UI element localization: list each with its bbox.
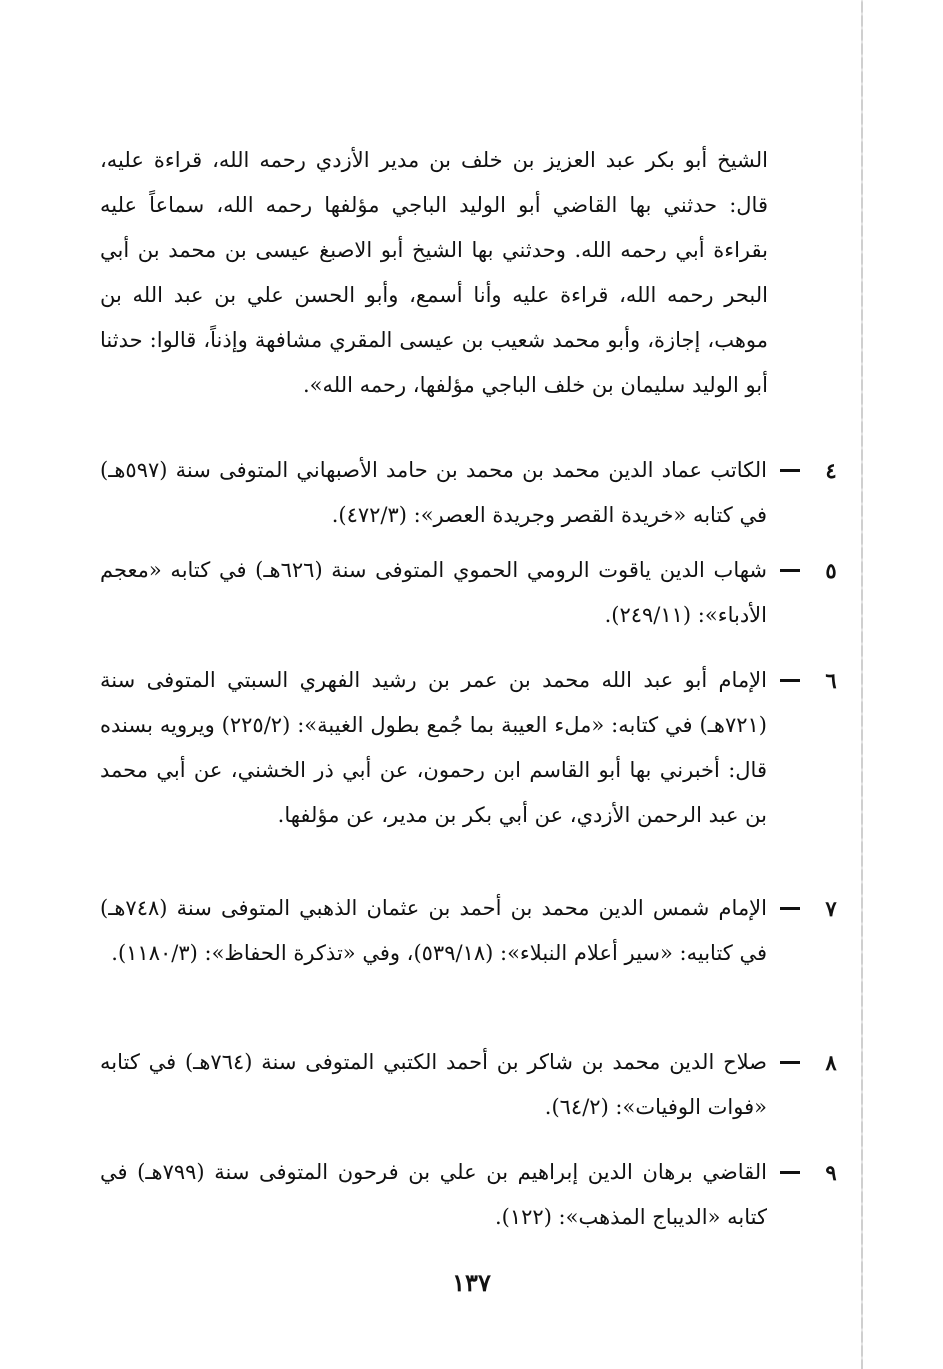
item-text: الإمام شمس الدين محمد بن أحمد بن عثمان الذهبي المتوفى سنة (٧٤٨هـ) في كتابيه: «سير أعلام النبلاء»: (٥٣٩/١٨)، وفي «تذكرة الحفاظ»: (١١٨٠/٣). [100,896,767,965]
item-text: شهاب الدين ياقوت الرومي الحموي المتوفى سنة (٦٢٦هـ) في كتابه «معجم الأدباء»: (٢٤٩/١١). [100,558,767,627]
item-number: ٦ [825,668,837,693]
item-dash [780,907,800,910]
item-dash [780,1171,800,1174]
item-text: الإمام أبو عبد الله محمد بن عمر بن رشيد الفهري السبتي المتوفى سنة (٧٢١هـ) في كتابه: «ملء العيبة بما جُمع بطول الغيبة»: (٢٢٥/٢) ويرويه بسنده قال: أخبرني بها أبو القاسم ابن رحمون، عن أبي ذر الخشني، عن أبي محمد بن عبد الرحمن الأزدي، عن أبي بكر بن مدير، عن مؤلفها. [100,668,767,827]
list-item [100,658,845,838]
item-text: صلاح الدين محمد بن شاكر بن أحمد الكتبي المتوفى سنة (٧٦٤هـ) في كتابه «فوات الوفيات»: (٦٤/٢). [100,1050,768,1119]
item-number: ٥ [825,558,837,583]
item-number: ٧ [825,896,837,921]
item-text: الكاتب عماد الدين محمد بن محمد بن حامد الأصبهاني المتوفى سنة (٥٩٧هـ) في كتابه «خريدة القصر وجريدة العصر»: (٤٧٢/٣). [100,458,767,527]
list-item [100,1040,845,1130]
item-text: القاضي برهان الدين إبراهيم بن علي بن فرحون المتوفى سنة (٧٩٩هـ) في كتابه «الديباج المذهب»: (١٢٢). [100,1160,767,1229]
list-item [100,1150,845,1240]
list-item [100,886,845,976]
list-item [100,448,845,538]
item-dash [780,679,800,682]
item-number: ٤ [825,458,837,483]
list-item [100,548,845,638]
item-dash [780,569,800,572]
item-number: ٨ [825,1050,837,1075]
page-number: ١٣٧ [452,1268,491,1297]
item-dash [780,469,800,472]
item-number: ٩ [825,1160,837,1185]
item-dash [780,1061,800,1064]
intro-paragraph: الشيخ أبو بكر عبد العزيز بن خلف بن مدير الأزدي رحمه الله، قراءة عليه، قال: حدثني بها القاضي أبو الوليد الباجي مؤلفها رحمه الله، سماعاً عليه بقراءة أبي رحمه الله. وحدثني بها الشيخ أبو الاصبغ عيسى بن محمد بن أبي البحر رحمه الله، قراءة عليه وأنا أسمع، وأبو الحسن علي بن عبد الله بن موهب، إجازة، وأبو محمد شعيب بن عيسى المقري مشافهة وإذناً، قالوا: حدثنا أبو الوليد سليمان بن خلف الباجي مؤلفها، رحمه الله». [100,148,768,397]
scan-edge-dots [861,0,863,1369]
